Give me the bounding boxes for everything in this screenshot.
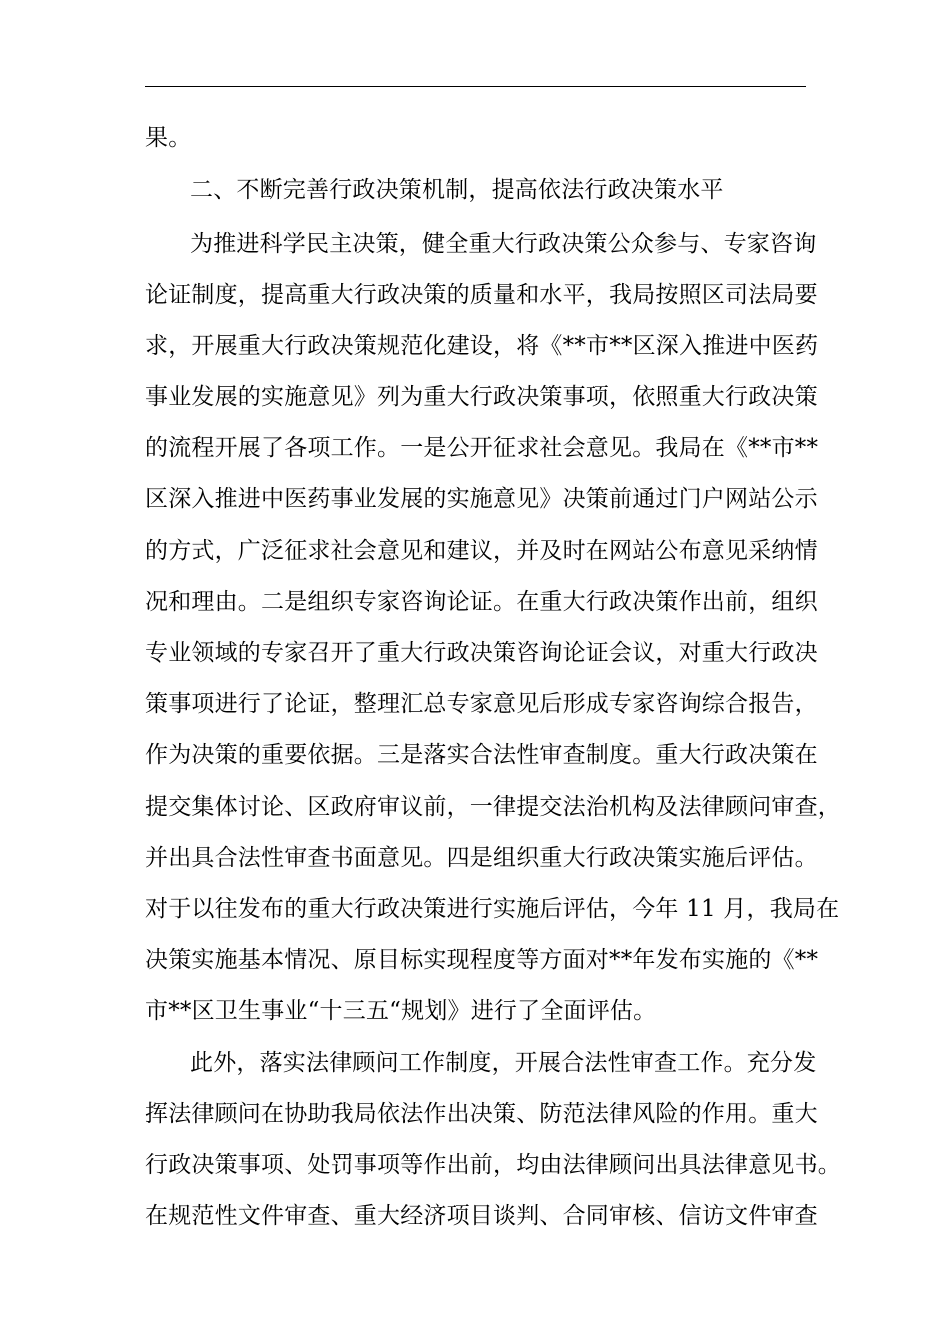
text-line-12: 策事项进行了论证，整理汇总专家意见后形成专家咨询综合报告， bbox=[145, 691, 818, 717]
text-line-17: 决策实施基本情况、原目标实现程度等方面对**年发布实施的《** bbox=[145, 947, 819, 973]
text-line-21: 行政决策事项、处罚事项等作出前，均由法律顾问出具法律意见书。 bbox=[145, 1152, 841, 1178]
text-line-11: 专业领域的专家召开了重大行政决策咨询论证会议，对重大行政决 bbox=[145, 640, 818, 666]
text-line-18: 市**区卫生事业“十三五“规划》进行了全面评估。 bbox=[145, 998, 657, 1024]
text-line-14: 提交集体讨论、区政府审议前，一律提交法治机构及法律顾问审查， bbox=[145, 794, 841, 820]
text-line-16: 对于以往发布的重大行政决策进行实施后评估，今年 11 月，我局在 bbox=[145, 896, 840, 922]
text-line-3: 为推进科学民主决策，健全重大行政决策公众参与、专家咨询 bbox=[190, 231, 817, 257]
text-line-7: 的流程开展了各项工作。一是公开征求社会意见。我局在《**市** bbox=[145, 435, 819, 461]
section-heading: 二、不断完善行政决策机制，提高依法行政决策水平 bbox=[190, 177, 724, 203]
text-line-10: 况和理由。二是组织专家咨询论证。在重大行政决策作出前，组织 bbox=[145, 589, 818, 615]
text-line-6: 事业发展的实施意见》列为重大行政决策事项，依照重大行政决策 bbox=[145, 384, 818, 410]
text-line-5: 求，开展重大行政决策规范化建设，将《**市**区深入推进中医药 bbox=[145, 333, 819, 359]
text-line-22: 在规范性文件审查、重大经济项目谈判、合同审核、信访文件审查 bbox=[145, 1203, 818, 1229]
text-line-15: 并出具合法性审查书面意见。四是组织重大行政决策实施后评估。 bbox=[145, 845, 818, 871]
header-rule bbox=[145, 86, 806, 87]
text-line-8: 区深入推进中医药事业发展的实施意见》决策前通过门户网站公示 bbox=[145, 486, 818, 512]
text-line-9: 的方式，广泛征求社会意见和建议，并及时在网站公布意见采纳情 bbox=[145, 538, 818, 564]
text-line-4: 论证制度，提高重大行政决策的质量和水平，我局按照区司法局要 bbox=[145, 282, 818, 308]
text-line-1: 果。 bbox=[145, 125, 192, 151]
text-line-13: 作为决策的重要依据。三是落实合法性审查制度。重大行政决策在 bbox=[145, 742, 818, 768]
text-line-19: 此外，落实法律顾问工作制度，开展合法性审查工作。充分发 bbox=[190, 1050, 817, 1076]
text-line-20: 挥法律顾问在协助我局依法作出决策、防范法律风险的作用。重大 bbox=[145, 1101, 818, 1127]
